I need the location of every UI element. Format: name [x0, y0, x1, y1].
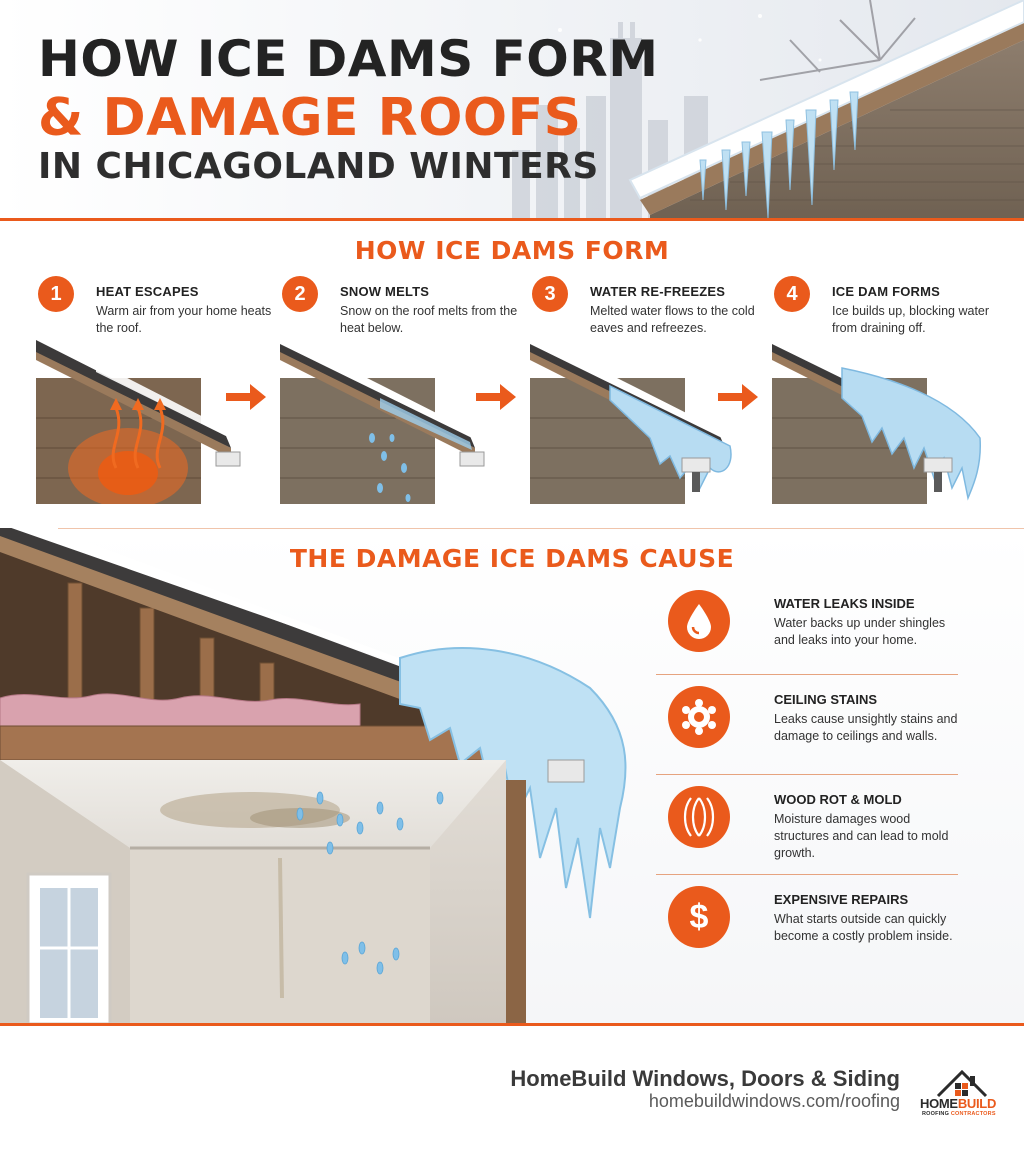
- step-description: Warm air from your home heats the roof.: [96, 304, 272, 335]
- step-description: Ice builds up, blocking water from draining off.: [832, 304, 990, 335]
- logo-tagline: [922, 1111, 996, 1117]
- step-number-badge: 1: [38, 276, 74, 312]
- item-divider: [656, 674, 958, 675]
- how-section-title: HOW ICE DAMS FORM: [354, 236, 670, 265]
- damage-item-heading: WOOD ROT & MOLD: [774, 792, 902, 807]
- wood-grain-icon: [668, 786, 730, 848]
- logo-tagline-contractors: CONTRACTORS: [950, 1111, 996, 1117]
- water-drop-icon: [668, 590, 730, 652]
- step-ice-dam-forms: [774, 276, 1014, 506]
- damage-item-heading: WATER LEAKS INSIDE: [774, 596, 915, 611]
- snow-melts-illustration: [280, 338, 490, 504]
- arrow-right-icon: [226, 384, 266, 410]
- item-divider: [656, 874, 958, 875]
- stain-splat-icon: [668, 686, 730, 748]
- damage-section-title: THE DAMAGE ICE DAMS CAUSE: [289, 544, 735, 573]
- heat-escapes-illustration: [36, 338, 246, 504]
- step-number-badge: 3: [532, 276, 568, 312]
- title-line-2: & DAMAGE ROOFS: [38, 88, 582, 148]
- damage-item-description: Leaks cause unsightly stains and damage to ceilings and walls.: [774, 712, 958, 743]
- logo-tagline-roofing: ROOFING: [922, 1111, 950, 1117]
- arrow-right-icon: [718, 384, 758, 410]
- header-banner: [0, 0, 1024, 220]
- header-divider: [0, 218, 1024, 221]
- roof-cutaway-illustration: [0, 528, 640, 1024]
- company-name: HomeBuild Windows, Doors & Siding: [510, 1066, 900, 1091]
- damage-item-heading: EXPENSIVE REPAIRS: [774, 892, 909, 907]
- damage-item-description: What starts outside can quickly become a costly problem inside.: [774, 912, 953, 943]
- footer-divider: [0, 1023, 1024, 1026]
- logo-wordmark-home: HOME: [920, 1096, 958, 1111]
- step-heading: HEAT ESCAPES: [96, 284, 199, 299]
- damage-item-heading: CEILING STAINS: [774, 692, 878, 707]
- step-number-badge: 2: [282, 276, 318, 312]
- logo-wordmark-build: BUILD: [957, 1096, 997, 1111]
- ice-dam-forms-illustration: [772, 338, 982, 504]
- damage-item-description: Water backs up under shingles and leaks into your home.: [774, 616, 946, 647]
- step-description: Snow on the roof melts from the heat below.: [340, 304, 518, 335]
- arrow-right-icon: [476, 384, 516, 410]
- damage-item-description: Moisture damages wood structures and can lead to mold growth.: [774, 812, 949, 860]
- step-heading: ICE DAM FORMS: [832, 284, 941, 299]
- title-line-1: HOW ICE DAMS FORM: [38, 30, 659, 88]
- step-description: Melted water flows to the cold eaves and refreezes.: [590, 304, 755, 335]
- logo-wordmark: [920, 1096, 996, 1111]
- website-url[interactable]: homebuildwindows.com/roofing: [648, 1091, 900, 1111]
- dollar-icon: $: [668, 886, 730, 948]
- step-heading: SNOW MELTS: [340, 284, 430, 299]
- title-line-3: IN CHICAGOLAND WINTERS: [38, 146, 599, 187]
- step-number-badge: 4: [774, 276, 810, 312]
- water-refreezes-illustration: [530, 338, 740, 504]
- item-divider: [656, 774, 958, 775]
- step-heading: WATER RE-FREEZES: [590, 284, 726, 299]
